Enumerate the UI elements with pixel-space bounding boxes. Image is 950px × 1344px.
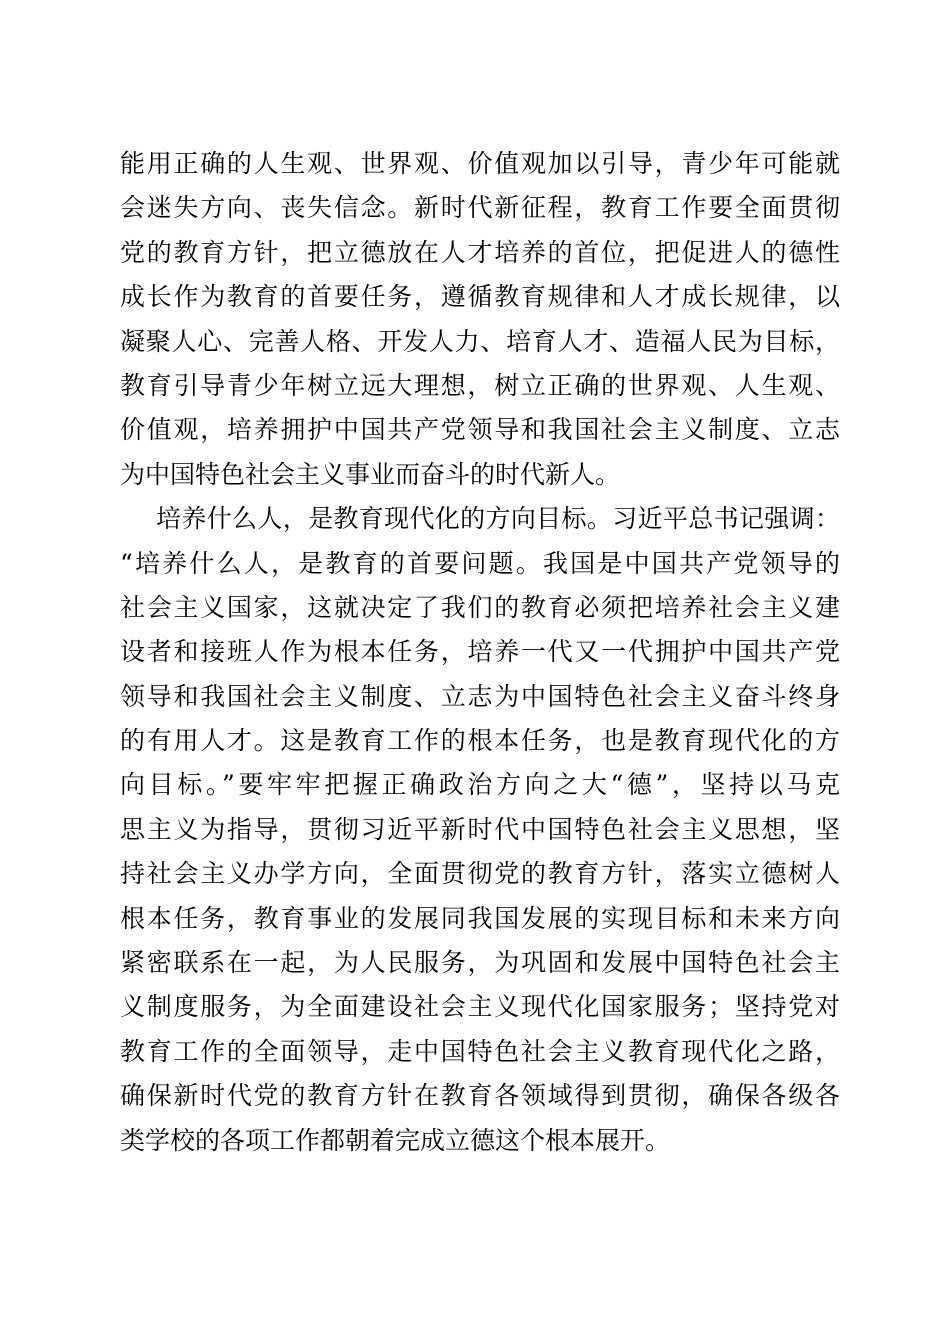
text-line: 向目标。”要牢牢把握正确政治方向之大“德”，坚持以马克	[120, 770, 840, 800]
text-line: 思主义为指导，贯彻习近平新时代中国特色社会主义思想，坚	[120, 814, 840, 844]
text-line: “培养什么人，是教育的首要问题。我国是中国共产党领导的	[120, 548, 840, 578]
paragraph	[120, 497, 840, 1163]
text-line: 教育工作的全面领导，走中国特色社会主义教育现代化之路，	[120, 1036, 840, 1066]
text-line: 根本任务，教育事业的发展同我国发展的实现目标和未来方向	[120, 903, 840, 933]
text-line: 能用正确的人生观、世界观、价值观加以引导，青少年可能就	[120, 149, 840, 178]
text-line: 党的教育方针，把立德放在人才培养的首位，把促进人的德性	[120, 237, 840, 267]
text-line: 义制度服务，为全面建设社会主义现代化国家服务；坚持党对	[120, 992, 840, 1022]
text-line: 确保新时代党的教育方针在教育各领域得到贯彻，确保各级各	[120, 1081, 840, 1111]
text-line: 社会主义国家，这就决定了我们的教育必须把培养社会主义建	[120, 592, 840, 622]
text-line: 紧密联系在一起，为人民服务，为巩固和发展中国特色社会主	[120, 948, 840, 978]
text-line: 教育引导青少年树立远大理想，树立正确的世界观、人生观、	[120, 370, 840, 400]
text-line: 成长作为教育的首要任务，遵循教育规律和人才成长规律，以	[120, 282, 840, 312]
text-line: 领导和我国社会主义制度、立志为中国特色社会主义奋斗终身	[120, 681, 840, 711]
text-line: 为中国特色社会主义事业而奋斗的时代新人。	[120, 459, 621, 489]
text-line: 持社会主义办学方向，全面贯彻党的教育方针，落实立德树人	[120, 859, 840, 889]
paragraph	[120, 142, 840, 497]
text-line: 类学校的各项工作都朝着完成立德这个根本展开。	[120, 1125, 671, 1155]
text-line: 凝聚人心、完善人格、开发人力、培育人才、造福人民为目标，	[120, 326, 840, 356]
document-body	[120, 142, 840, 1163]
text-line: 培养什么人，是教育现代化的方向目标。习近平总书记强调：	[156, 504, 840, 534]
text-line: 会迷失方向、丧失信念。新时代新征程，教育工作要全面贯彻	[120, 193, 840, 223]
text-line: 的有用人才。这是教育工作的根本任务，也是教育现代化的方	[120, 726, 840, 756]
text-line: 价值观，培养拥护中国共产党领导和我国社会主义制度、立志	[120, 415, 840, 445]
text-line: 设者和接班人作为根本任务，培养一代又一代拥护中国共产党	[120, 637, 840, 667]
